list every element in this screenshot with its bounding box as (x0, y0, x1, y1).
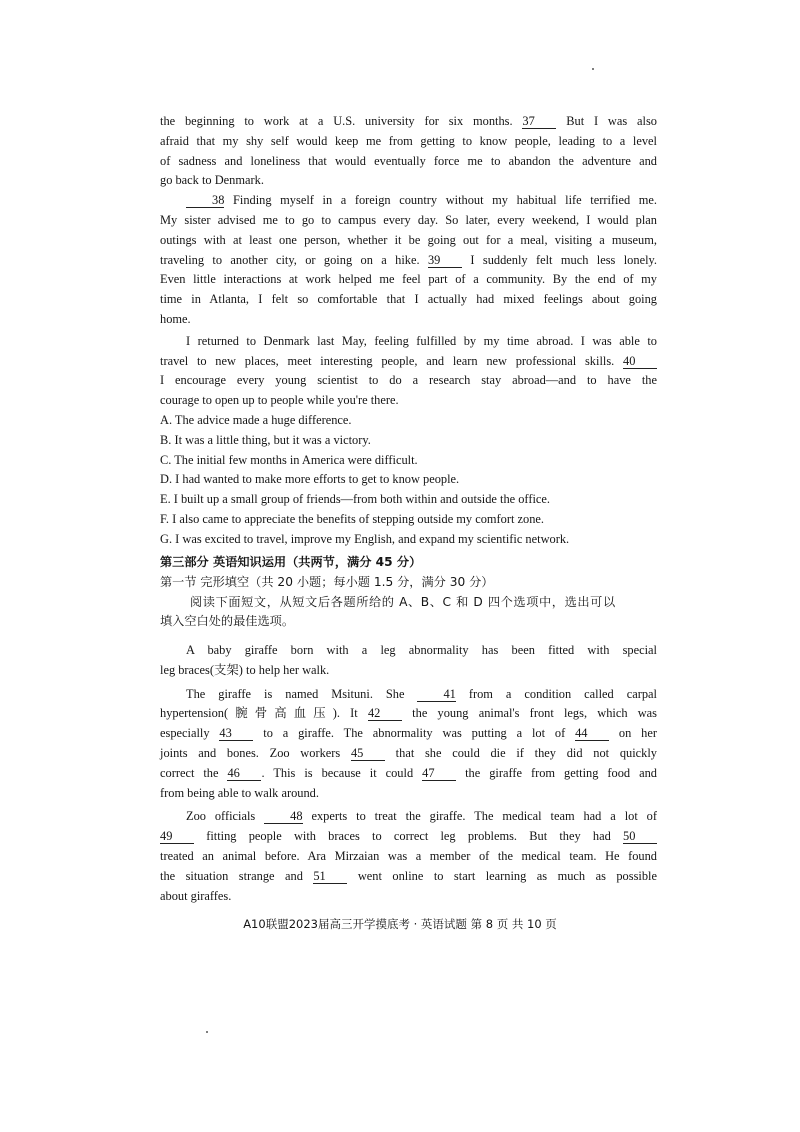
answer-blank-44[interactable]: 44 (575, 726, 609, 741)
text-line: I returned to Denmark last May, feeling fulfilled by my time abroad. I was able to (186, 333, 657, 348)
option-g: G. I was excited to travel, improve my English, and expand my scientific network. (160, 531, 570, 546)
text-line: correct the 46 . This is because it could 47 the giraffe from getting food and (160, 765, 657, 780)
text-line: The giraffe is named Msituni. She 41 from a condition called carpal (186, 686, 657, 701)
option-b: B. It was a little thing, but it was a victory. (160, 432, 371, 447)
part-title: 第三部分 英语知识运用（共两节，满分 45 分） (160, 555, 422, 569)
text-line: leg braces(支架) to help her walk. (160, 662, 330, 677)
cloze-paragraph-3 (160, 807, 657, 906)
text-line: the beginning to work at a U.S. university for six months. 37 But I was also (160, 114, 657, 128)
text-line: treated an animal before. Ara Mirzaian was a member of the medical team. He found (160, 848, 657, 863)
text-line: of sadness and loneliness that would eventually force me to abandon the adventure and (160, 153, 657, 168)
text-line: home. (160, 311, 191, 326)
answer-blank-39[interactable]: 39 (428, 253, 462, 268)
option-e: E. I built up a small group of friends—from both within and outside the office. (160, 492, 551, 507)
answer-blank-51[interactable]: 51 (313, 869, 347, 884)
cloze-paragraph-2 (160, 685, 657, 804)
answer-blank-50[interactable]: 50 (623, 829, 657, 844)
text-line: go back to Denmark. (160, 173, 264, 188)
text-line: from being able to walk around. (160, 785, 319, 800)
paragraph-loneliness (160, 191, 657, 330)
text-line: joints and bones. Zoo workers 45 that she could die if they did not quickly (160, 745, 658, 760)
text-line: outings with at least one person, whether it be going out for a meal, visiting a museum, (160, 232, 657, 247)
text-line: time in Atlanta, I felt so comfortable that I actually had mixed feelings about going (160, 292, 657, 307)
text-line: Zoo officials 48 experts to treat the giraffe. The medical team had a lot of (186, 809, 657, 824)
subsection-title: 第一节 完形填空（共 20 小题；每小题 1.5 分，满分 30 分） (160, 574, 494, 589)
answer-blank-37[interactable]: 37 (522, 114, 556, 129)
option-c: C. The initial few months in America were difficult. (160, 452, 418, 467)
option-d: D. I had wanted to make more efforts to get to know people. (160, 472, 460, 487)
answer-blank-49[interactable]: 49 (160, 829, 194, 844)
answer-blank-40[interactable]: 40 (623, 354, 657, 369)
text-line: about giraffes. (160, 888, 232, 903)
text-line: travel to new places, meet interesting people, and learn new professional skills. 40 (160, 352, 657, 372)
option-a: A. The advice made a huge difference. (160, 413, 352, 427)
answer-blank-47[interactable]: 47 (422, 766, 456, 781)
answer-blank-41[interactable]: 41 (417, 687, 455, 702)
text-line: I encourage every young scientist to do a research stay abroad—and to have the (160, 373, 657, 388)
cloze-passage (160, 641, 657, 906)
text-line: the situation strange and 51 went online to start learning as much as possible (160, 868, 657, 883)
instructions-line-1: 阅读下面短文，从短文后各题所给的 A、B、C 和 D 四个选项中，选出可以 (190, 594, 616, 609)
section-header (160, 553, 657, 632)
paragraph-intro-end (160, 112, 657, 191)
answer-blank-38[interactable]: 38 (186, 193, 224, 208)
answer-blank-42[interactable]: 42 (368, 706, 402, 721)
text-line: Even little interactions at work helped me feel part of a community. By the end of my (160, 272, 657, 287)
passage-end (160, 112, 657, 411)
text-line: courage to open up to people while you're there. (160, 393, 399, 408)
page-footer: A10联盟2023届高三开学摸底考 · 英语试题 第 8 页 共 10 页 (243, 917, 557, 931)
scan-speck (592, 68, 594, 70)
paragraph-return (160, 332, 657, 411)
seven-choice-options (160, 411, 657, 550)
text-line: afraid that my shy self would keep me from getting to know people, leading to a level (160, 133, 657, 148)
text-line: 49 fitting people with braces to correct leg problems. But they had 50 (160, 827, 657, 847)
text-line: traveling to another city, or going on a hike. 39 I suddenly felt much less lonely. (160, 252, 658, 267)
answer-blank-43[interactable]: 43 (219, 726, 253, 741)
instructions-line-2: 填入空白处的最佳选项。 (160, 614, 295, 629)
option-f: F. I also came to appreciate the benefits of stepping outside my comfort zone. (160, 511, 545, 526)
cloze-paragraph-1 (160, 641, 657, 681)
text-line: especially 43 to a giraffe. The abnormality was putting a lot of 44 on her (160, 726, 657, 741)
scan-speck (206, 1031, 208, 1033)
answer-blank-48[interactable]: 48 (264, 809, 302, 824)
answer-blank-45[interactable]: 45 (351, 746, 385, 761)
text-line: My sister advised me to go to campus every day. So later, every weekend, I would plan (160, 212, 657, 227)
text-line: A baby giraffe born with a leg abnormality has been fitted with special (186, 643, 657, 657)
text-line: hypertension(腕骨高血压). It 42 the young animal's front legs, which was (160, 706, 658, 721)
answer-blank-46[interactable]: 46 (227, 766, 261, 781)
text-line: 38 Finding myself in a foreign country without my habitual life terrified me. (160, 191, 657, 211)
